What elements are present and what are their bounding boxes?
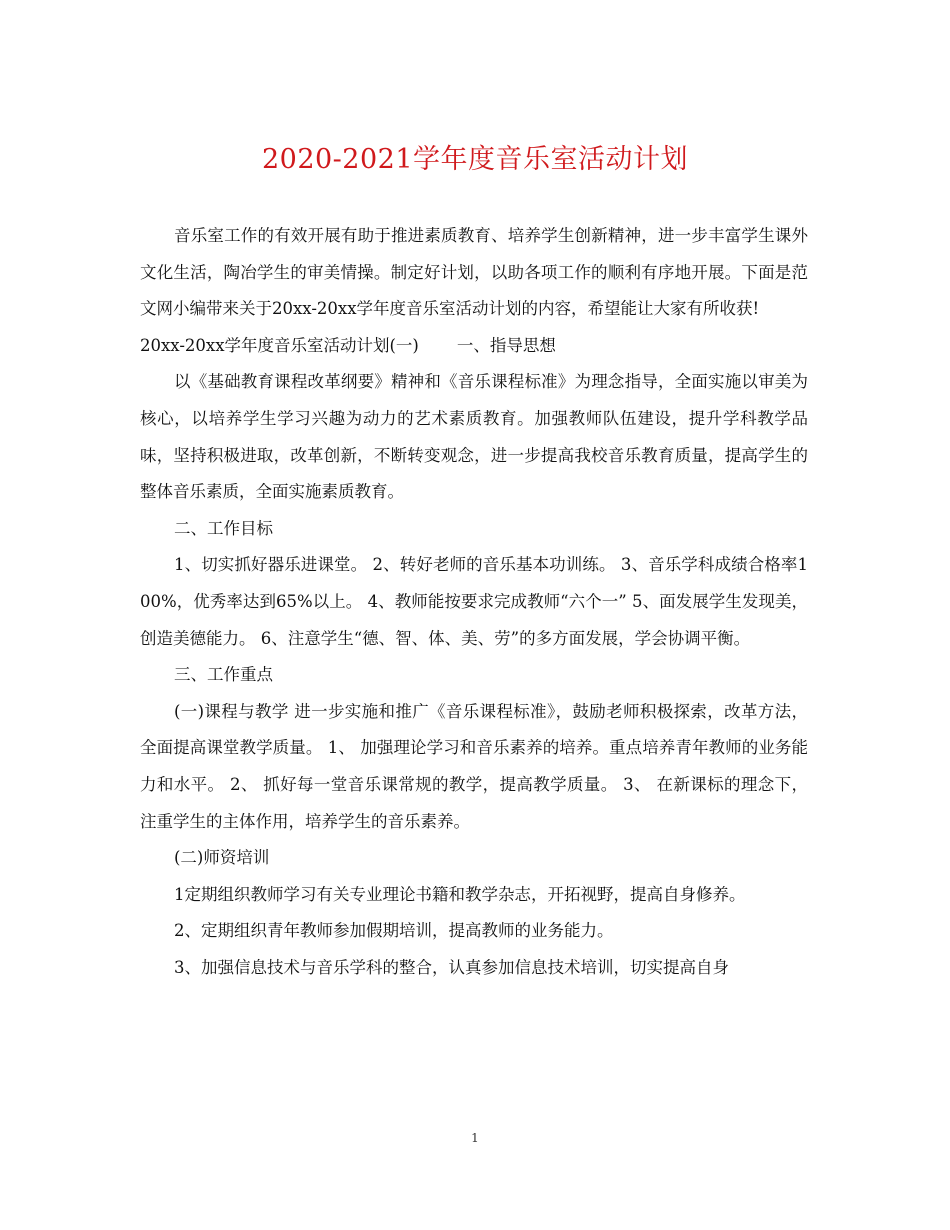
document-title: 2020-2021学年度音乐室活动计划 [261, 144, 689, 175]
curriculum-teaching-paragraph: (一)课程与教学 进一步实施和推广《音乐课程标准》，鼓励老师积极探索，改革方法，全面提高课堂教学质量。 1、 加强理论学习和音乐素养的培养。重点培养青年教师的业务能力和水平。 2、 抓好每一堂音乐课常规的教学，提高教学质量。 3、 在新课标的理念下，注重学生的主体作用，培养学生的音乐素养。 [140, 701, 808, 831]
work-goals-paragraph: 1、切实抓好器乐进课堂。 2、转好老师的音乐基本功训练。 3、音乐学科成绩合格率100%，优秀率达到65%以上。 4、教师能按要求完成教师“六个一” 5、面发展学生发现美，创造美德能力。 6、注意学生“德、智、体、美、劳”的多方面发展，学会协调平衡。 [140, 555, 808, 648]
section-guiding-ideology: 一、指导思想 [456, 335, 556, 355]
training-item-3: 3、加强信息技术与音乐学科的整合，认真参加信息技术培训，切实提高自身 [174, 957, 729, 977]
document-body [140, 218, 808, 986]
training-item-1: 1定期组织教师学习有关专业理论书籍和教学杂志，开拓视野，提高自身修养。 [174, 884, 746, 904]
plan-heading: 20xx-20xx学年度音乐室活动计划(一) [140, 335, 419, 355]
plan-heading-line [140, 328, 808, 365]
section-work-goals: 二、工作目标 [174, 518, 273, 538]
intro-paragraph: 音乐室工作的有效开展有助于推进素质教育、培养学生创新精神，进一步丰富学生课外文化生活，陶冶学生的审美情操。制定好计划，以助各项工作的顺利有序地开展。下面是范文网小编带来关于20xx-20xx学年度音乐室活动计划的内容，希望能让大家有所收获! [140, 226, 808, 319]
guiding-ideology-paragraph: 以《基础教育课程改革纲要》精神和《音乐课程标准》为理念指导，全面实施以审美为核心，以培养学生学习兴趣为动力的艺术素质教育。加强教师队伍建设，提升学科教学品味，坚持积极进取，改革创新，不断转变观念，进一步提高我校音乐教育质量，提高学生的整体音乐素质，全面实施素质教育。 [140, 372, 808, 502]
section-work-focus: 三、工作重点 [174, 665, 273, 685]
training-item-2: 2、定期组织青年教师参加假期培训，提高教师的业务能力。 [174, 921, 614, 941]
section-teacher-training: (二)师资培训 [174, 848, 270, 868]
page-number: 1 [471, 1131, 479, 1145]
